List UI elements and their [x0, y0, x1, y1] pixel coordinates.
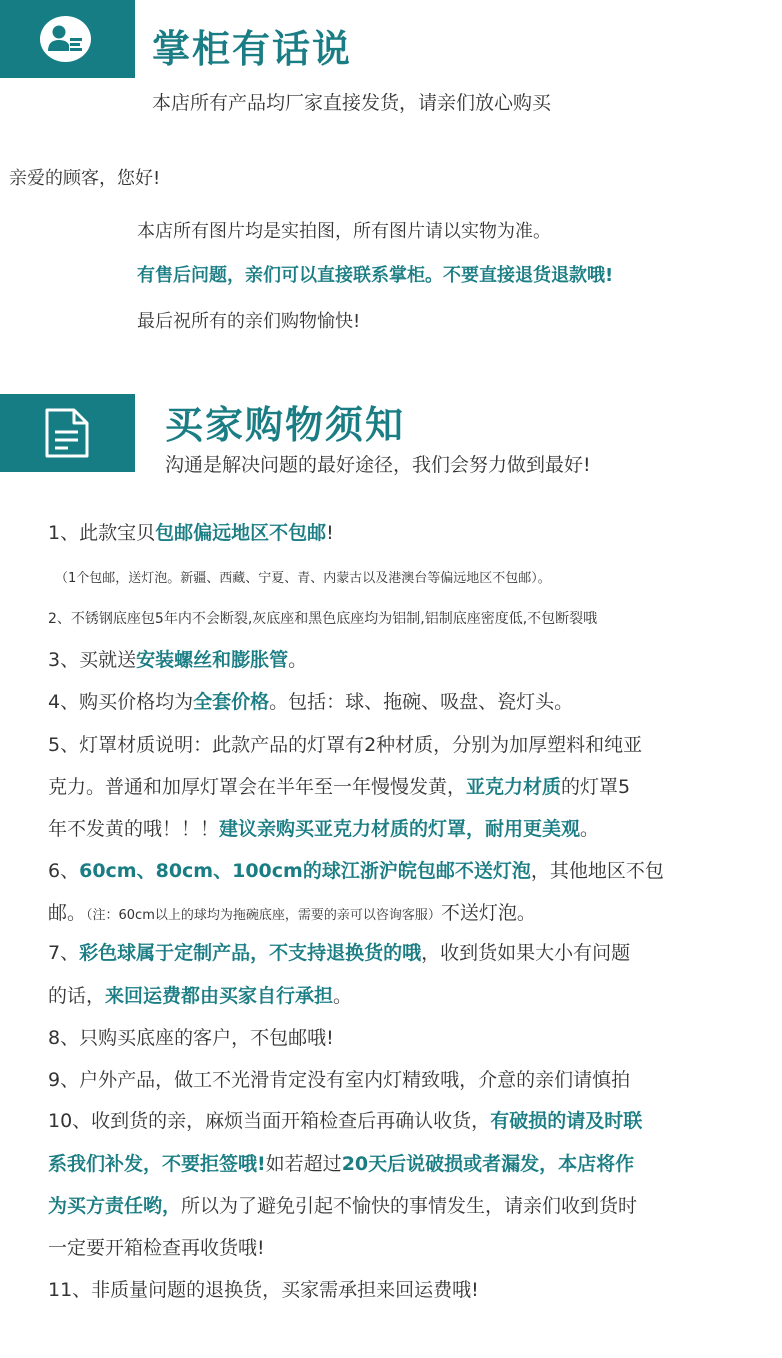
notice-item-1: 1、此款宝贝包邮偏远地区不包邮!	[48, 522, 334, 544]
customer-service-icon	[40, 16, 91, 62]
notice-item-7-line-1: 7、彩色球属于定制产品，不支持退换货的哦，收到货如果大小有问题	[48, 942, 631, 964]
section2-title: 买家购物须知	[165, 403, 406, 447]
notice-line-2: 有售后问题，亲们可以直接联系掌柜。不要直接退货退款哦!	[137, 265, 614, 286]
notice-item-10-line-2: 系我们补发，不要拒签哦!如若超过20天后说破损或者漏发，本店将作	[48, 1153, 635, 1175]
notice-item-6-line-1: 6、60cm、80cm、100cm的球江浙沪皖包邮不送灯泡，其他地区不包	[48, 860, 664, 882]
notice-item-10-line-3: 为买方责任哟，所以为了避免引起不愉快的事情发生，请亲们收到货时	[48, 1195, 638, 1217]
notice-item-9: 9、户外产品，做工不光滑肯定没有室内灯精致哦，介意的亲们请慎拍	[48, 1069, 631, 1091]
notice-item-5-line-2: 克力。普通和加厚灯罩会在半年至一年慢慢发黄，亚克力材质的灯罩5	[48, 776, 631, 798]
notice-item-6-line-2: 邮。（注：60cm以上的球均为拖碗底座，需要的亲可以咨询客服）不送灯泡。	[48, 902, 536, 924]
notice-line-1: 本店所有图片均是实拍图，所有图片请以实物为准。	[137, 221, 551, 242]
notice-item-11: 11、非质量问题的退换货，买家需承担来回运费哦!	[48, 1279, 479, 1301]
section2-banner	[0, 394, 135, 472]
notice-item-8: 8、只购买底座的客户，不包邮哦!	[48, 1027, 334, 1049]
document-icon	[44, 407, 90, 459]
notice-line-3: 最后祝所有的亲们购物愉快!	[137, 311, 361, 332]
notice-item-4: 4、购买价格均为全套价格。包括：球、拖碗、吸盘、瓷灯头。	[48, 691, 574, 713]
notice-item-5-line-1: 5、灯罩材质说明：此款产品的灯罩有2种材质，分别为加厚塑料和纯亚	[48, 734, 643, 756]
greeting: 亲爱的顾客，您好!	[9, 168, 161, 189]
notice-item-3: 3、买就送安装螺丝和膨胀管。	[48, 649, 308, 671]
section1-subtitle: 本店所有产品均厂家直接发货，请亲们放心购买	[152, 92, 552, 114]
section1-banner	[0, 0, 135, 78]
notice-item-2: 2、不锈钢底座包5年内不会断裂,灰底座和黑色底座均为铝制,铝制底座密度低,不包断裂哦	[48, 611, 598, 627]
notice-item-7-line-2: 的话，来回运费都由买家自行承担。	[48, 985, 353, 1007]
notice-item-10-line-1: 10、收到货的亲，麻烦当面开箱检查后再确认收货，有破损的请及时联	[48, 1110, 643, 1132]
section1-title: 掌柜有话说	[152, 27, 353, 71]
notice-item-10-line-4: 一定要开箱检查再收货哦!	[48, 1237, 265, 1259]
section2-subtitle: 沟通是解决问题的最好途径，我们会努力做到最好!	[165, 454, 591, 476]
notice-item-1-note: （1个包邮，送灯泡。新疆、西藏、宁夏、青、内蒙古以及港澳台等偏远地区不包邮）。	[55, 571, 551, 586]
notice-item-5-line-3: 年不发黄的哦！！！建议亲购买亚克力材质的灯罩，耐用更美观。	[48, 818, 600, 840]
